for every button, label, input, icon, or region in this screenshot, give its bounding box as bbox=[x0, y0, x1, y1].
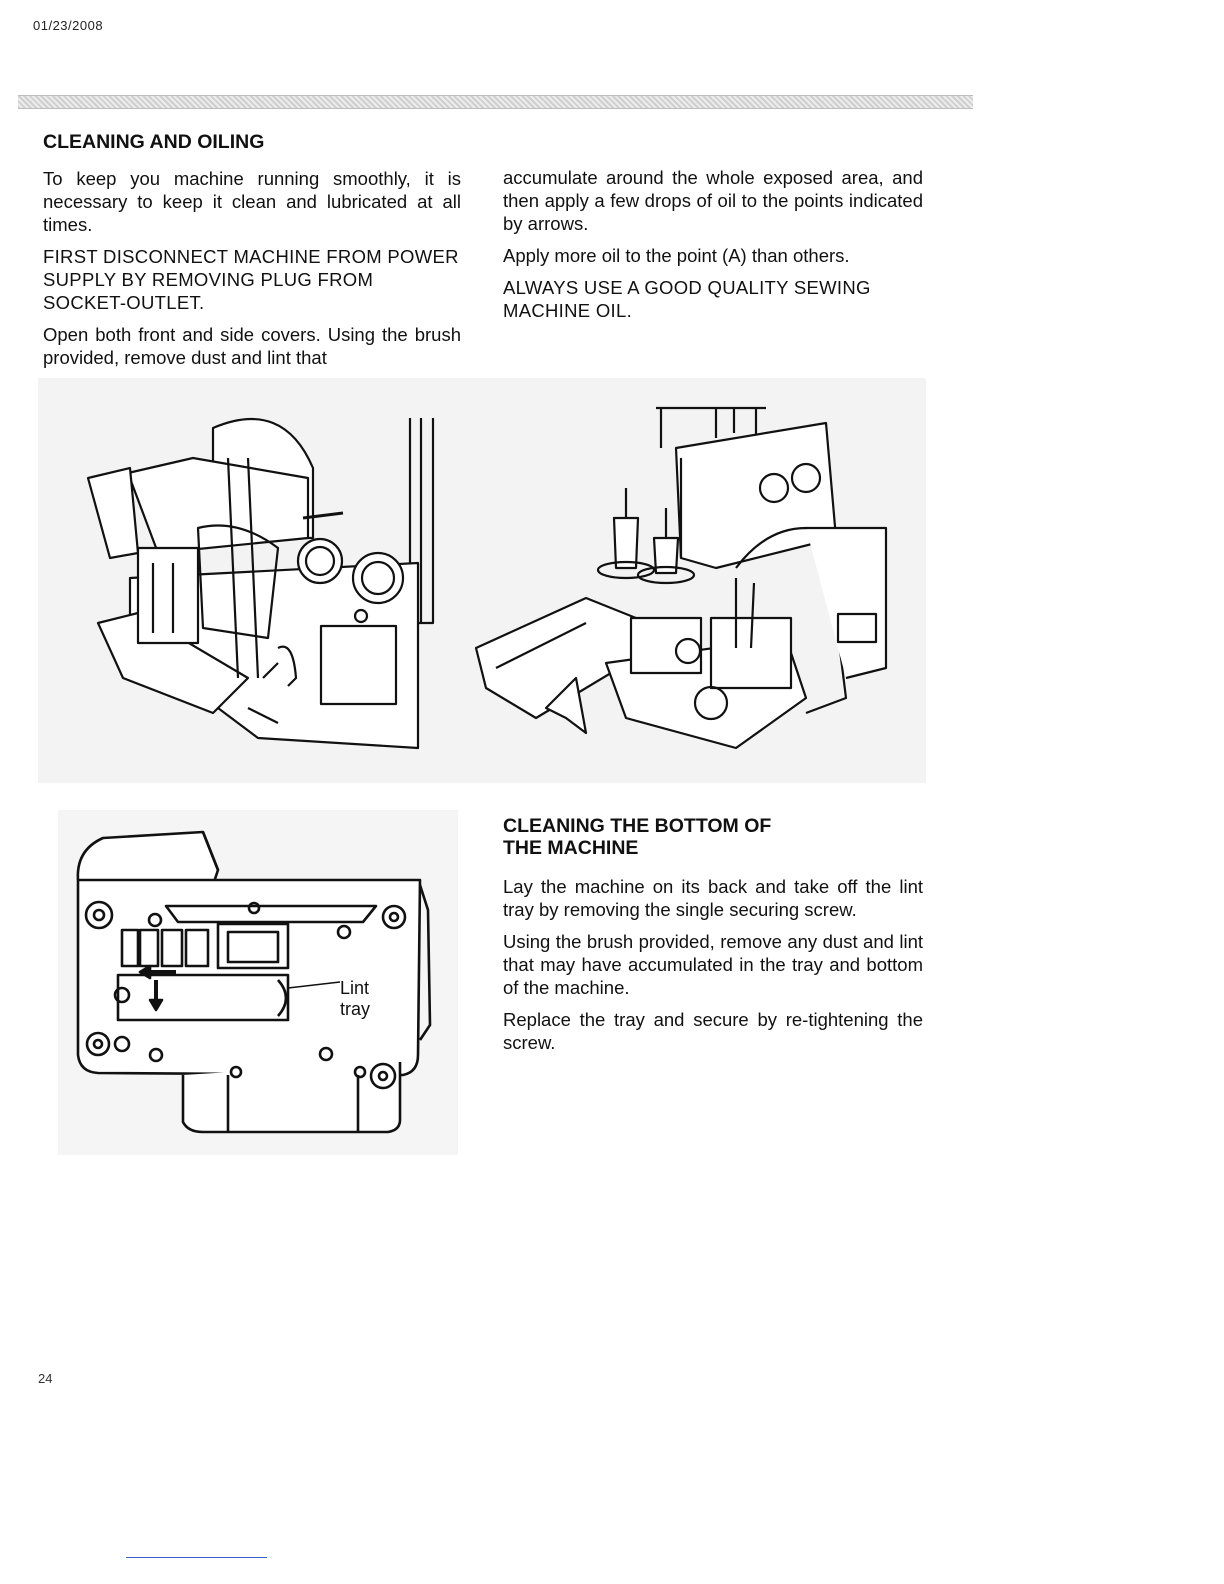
text-column-left bbox=[43, 167, 461, 378]
paragraph-apply-oil: accumulate around the whole exposed area, and then apply a few drops of oil to the points indicated by arrows. bbox=[503, 167, 923, 234]
paragraph-remove-tray: Lay the machine on its back and take off the lint tray by removing the single securing screw. bbox=[503, 876, 923, 920]
document-date: 01/23/2008 bbox=[33, 18, 104, 33]
header-divider bbox=[18, 95, 973, 109]
section-title-cleaning-bottom bbox=[503, 815, 771, 859]
section-title-cleaning-oiling: CLEANING AND OILING bbox=[43, 131, 265, 153]
paragraph-oil-quality: ALWAYS USE A GOOD QUALITY SEWING MACHINE OIL. bbox=[503, 277, 871, 321]
section-title-line1: CLEANING THE BOTTOM OF bbox=[503, 815, 772, 837]
page-number: 24 bbox=[38, 1371, 53, 1386]
lint-tray-label-line2: tray bbox=[340, 999, 371, 1019]
section-title-line2: THE MACHINE bbox=[503, 837, 639, 859]
text-column-right bbox=[503, 166, 923, 331]
paragraph-replace-tray: Replace the tray and secure by re-tightening the screw. bbox=[503, 1009, 923, 1053]
figure-open-covers-closeup bbox=[38, 378, 468, 783]
paragraph-point-a: Apply more oil to the point (A) than others. bbox=[503, 245, 850, 266]
footer-link-line bbox=[126, 1557, 267, 1558]
lint-tray-label-line1: Lint bbox=[340, 978, 370, 998]
paragraph-warning: FIRST DISCONNECT MACHINE FROM POWER SUPPLY BY REMOVING PLUG FROM SOCKET-OUTLET. bbox=[43, 246, 459, 313]
figure-machine-open-overview bbox=[466, 378, 926, 783]
text-column-bottom-instructions bbox=[503, 875, 923, 1063]
paragraph-brush-tray: Using the brush provided, remove any dust and lint that may have accumulated in the tray and bottom of the machine. bbox=[503, 931, 923, 998]
figure-machine-bottom bbox=[58, 810, 458, 1155]
paragraph-intro: To keep you machine running smoothly, it is necessary to keep it clean and lubricated at all times. bbox=[43, 168, 461, 235]
paragraph-open-covers: Open both front and side covers. Using the brush provided, remove dust and lint that bbox=[43, 324, 461, 368]
